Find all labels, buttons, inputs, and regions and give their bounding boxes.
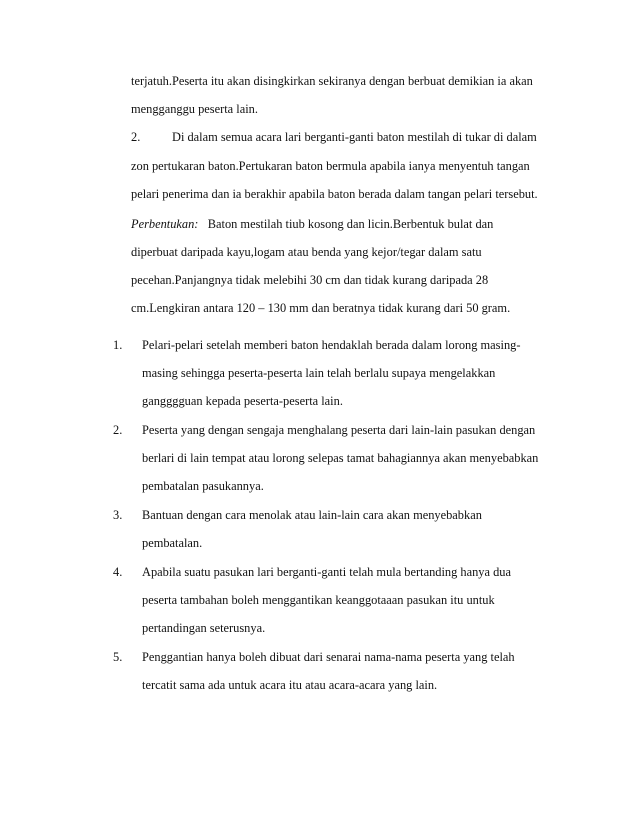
list-line: berlari di lain tempat atau lorong selepas tamat bahagiannya akan menyebabkan: [142, 451, 539, 465]
list-line: gangggguan kepada peserta-peserta lain.: [142, 394, 343, 408]
list-number: 2.: [113, 423, 123, 437]
list-line: pembatalan.: [142, 536, 203, 550]
list-line: Peserta yang dengan sengaja menghalang peserta dari lain-lain pasukan dengan: [142, 423, 536, 437]
list-line: Apabila suatu pasukan lari berganti-ganti telah mula bertanding hanya dua: [142, 565, 511, 579]
list-line: peserta tambahan boleh menggantikan keanggotaaan pasukan itu untuk: [142, 593, 495, 607]
list-number: 4.: [113, 565, 123, 579]
baton-spec-line-4: cm.Lengkiran antara 120 – 130 mm dan beratnya tidak kurang dari 50 gram.: [131, 301, 511, 315]
rule-2-number: 2.: [131, 130, 141, 144]
list-line: tercatit sama ada untuk acara itu atau acara-acara yang lain.: [142, 678, 438, 692]
baton-spec-text-1: Baton mestilah tiub kosong dan licin.Berbentuk bulat dan: [207, 217, 494, 231]
rule-2-line-3: pelari penerima dan ia berakhir apabila baton berada dalam tangan pelari tersebut.: [131, 187, 538, 201]
list-line: pembatalan pasukannya.: [142, 479, 264, 493]
baton-spec-line-2: diperbuat daripada kayu,logam atau benda yang kejor/tegar dalam satu: [131, 245, 482, 259]
baton-spec-line-1: [131, 218, 493, 230]
rule-2-line-1: Di dalam semua acara lari berganti-ganti baton mestilah di tukar di dalam: [172, 130, 537, 144]
baton-spec-label: Perbentukan:: [131, 217, 199, 231]
list-number: 5.: [113, 650, 123, 664]
list-number: 3.: [113, 508, 123, 522]
baton-spec-line-3: pecehan.Panjangnya tidak melebihi 30 cm dan tidak kurang daripada 28: [131, 273, 489, 287]
rule-2-line-2: zon pertukaran baton.Pertukaran baton bermula apabila ianya menyentuh tangan: [131, 159, 530, 173]
list-number: 1.: [113, 338, 123, 352]
list-line: Penggantian hanya boleh dibuat dari senarai nama-nama peserta yang telah: [142, 650, 515, 664]
intro-line-2: mengganggu peserta lain.: [131, 102, 258, 116]
intro-line-1: terjatuh.Peserta itu akan disingkirkan sekiranya dengan berbuat demikian ia akan: [131, 74, 533, 88]
list-line: masing sehingga peserta-peserta lain telah berlalu supaya mengelakkan: [142, 366, 496, 380]
list-line: Pelari-pelari setelah memberi baton hendaklah berada dalam lorong masing-: [142, 338, 521, 352]
list-line: pertandingan seterusnya.: [142, 621, 266, 635]
list-line: Bantuan dengan cara menolak atau lain-lain cara akan menyebabkan: [142, 508, 482, 522]
